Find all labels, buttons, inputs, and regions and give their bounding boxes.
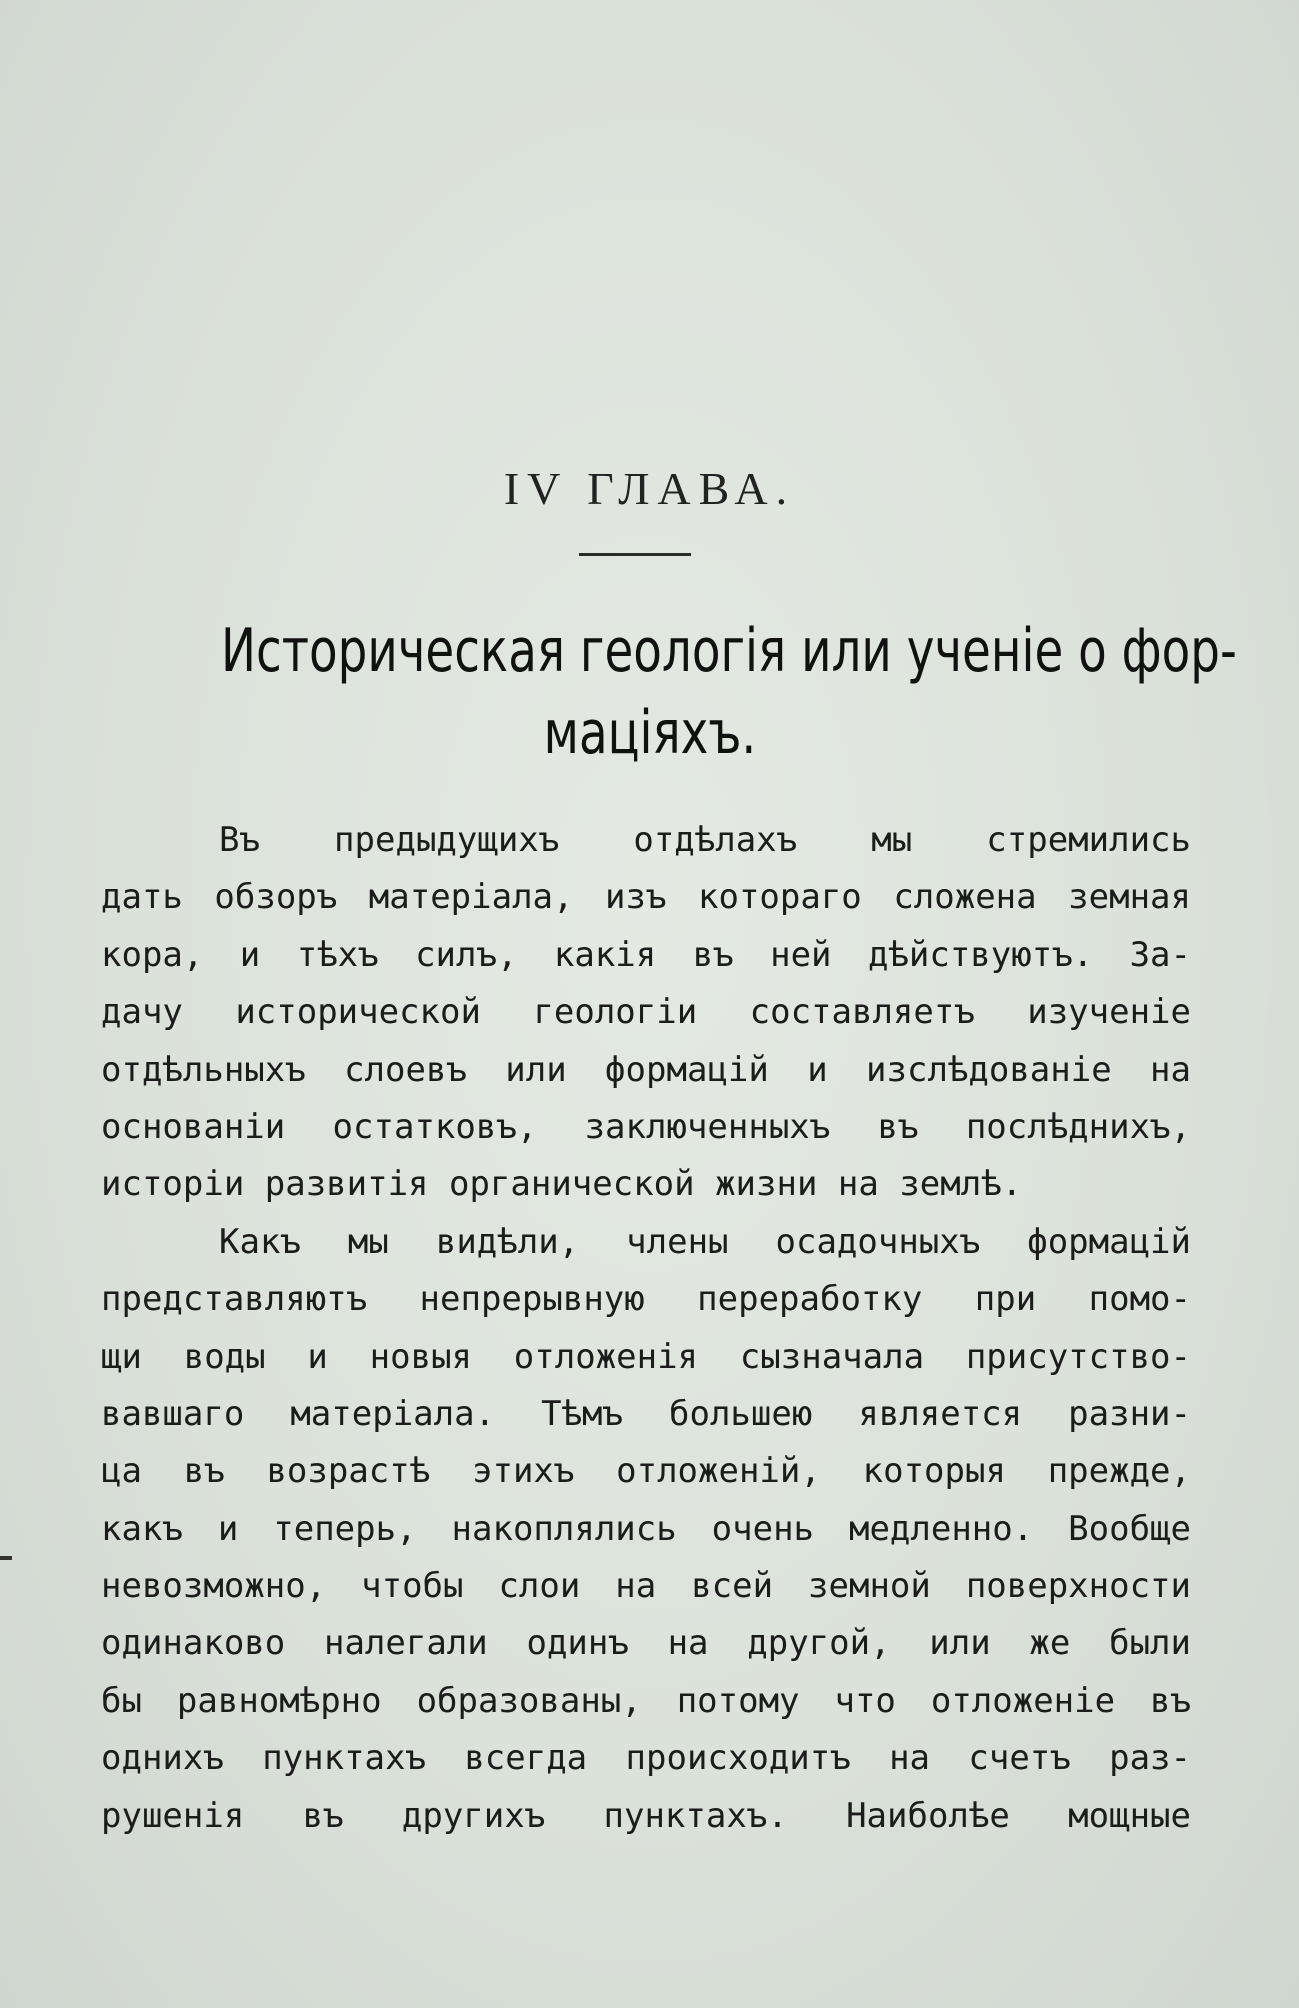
- chapter-label: IV ГЛАВА.: [503, 463, 796, 514]
- text-line: ца въ возрастѣ этихъ отложеній, которыя прежде,: [101, 1451, 1191, 1492]
- text-line: однихъ пунктахъ всегда происходитъ на счетъ раз-: [101, 1738, 1191, 1779]
- chapter-title: [221, 610, 1237, 774]
- chapter-divider: [579, 553, 691, 556]
- text-line: дать обзоръ матеріала, изъ котораго сложена земная: [101, 877, 1191, 918]
- text-line: представляютъ непрерывную переработку при помо-: [101, 1279, 1191, 1320]
- text-line: отдѣльныхъ слоевъ или формацій и изслѣдованіе на: [101, 1049, 1191, 1090]
- text-line: щи воды и новыя отложенія сызначала присутство-: [101, 1336, 1191, 1377]
- chapter-title-line: Историческая геологія или ученіе о фор-: [221, 616, 1237, 686]
- text-line: одинаково налегали одинъ на другой, или же были: [101, 1623, 1191, 1664]
- text-line: вавшаго матеріала. Тѣмъ большею является разни-: [101, 1393, 1191, 1434]
- text-line: какъ и теперь, накоплялись очень медленно. Вообще: [101, 1508, 1191, 1549]
- text-line: основаніи остатковъ, заключенныхъ въ послѣднихъ,: [101, 1106, 1191, 1147]
- binding-mark: [0, 1556, 12, 1560]
- text-line: Какъ мы видѣли, члены осадочныхъ формацій: [219, 1221, 1191, 1262]
- text-line: бы равномѣрно образованы, потому что отложеніе въ: [101, 1680, 1191, 1721]
- text-line: исторіи развитія органической жизни на землѣ.: [101, 1164, 1023, 1205]
- chapter-title-line: маціяхъ.: [543, 698, 757, 768]
- text-line: рушенія въ другихъ пунктахъ. Наиболѣе мощные: [101, 1795, 1191, 1836]
- text-line: невозможно, чтобы слои на всей земной поверхности: [101, 1566, 1191, 1607]
- text-line: дачу исторической геологіи составляетъ изученіе: [101, 992, 1191, 1033]
- body-text: [101, 812, 1191, 1845]
- text-line: Въ предыдущихъ отдѣлахъ мы стремились: [219, 820, 1191, 860]
- text-line: кора, и тѣхъ силъ, какія въ ней дѣйствуютъ. За-: [101, 934, 1191, 975]
